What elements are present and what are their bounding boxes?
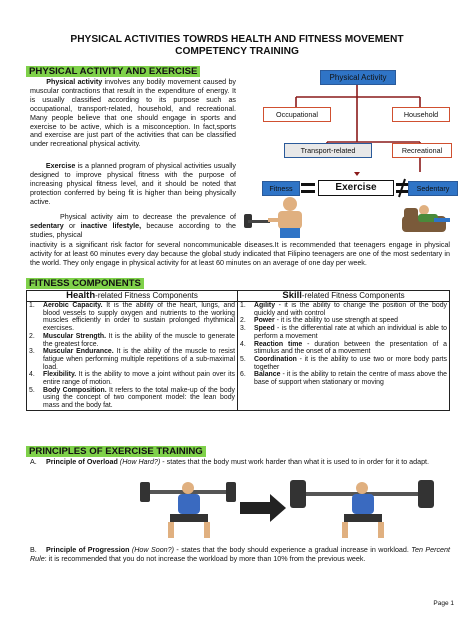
item-number: 1. (240, 302, 246, 309)
text-exercise: is a planned program of physical activities usually designed to improve physical fitness with the purpose of increasing physical fitness level, and it should be noted that protection conferred by being fit is higher than being physically active. (30, 162, 236, 206)
list-item (29, 371, 235, 386)
item-desc: It is the ability to move a joint without pain over its entire range of motion. (43, 371, 235, 387)
text-aim-c: because according to the studies, physical (30, 221, 236, 239)
section-heading-principles: PRINCIPLES OF EXERCISE TRAINING (26, 446, 206, 457)
principle-letter-a: A. (30, 458, 37, 466)
item-text (254, 341, 447, 356)
box-recreational: Recreational (392, 143, 452, 158)
item-text (43, 371, 235, 386)
item-desc: - it is the ability to use two or more body parts together (254, 355, 447, 371)
list-item (240, 302, 447, 317)
item-text (43, 348, 235, 371)
progression-question: (How Soon?) (129, 546, 174, 554)
box-exercise: Exercise (318, 180, 394, 196)
title-line-2: COMPETENCY TRAINING (175, 46, 299, 57)
page-number: Page 1 (433, 600, 454, 607)
box-occupational: Occupational (263, 107, 331, 122)
item-term: Muscular Endurance. (43, 348, 114, 356)
equals-sign-bottom (301, 190, 315, 193)
item-desc: - it is the ability to use strength at speed (274, 317, 399, 325)
list-item (29, 387, 235, 410)
list-item (240, 317, 447, 325)
item-number: 4. (29, 371, 35, 379)
paragraph-inactivity: inactivity is a significant risk factor for several noncommunicable diseases.It is recommended that teenagers engage in physical activity for at least 60 minutes every day because the global study indicated that Filipino teenagers are one of the most sedentary in the world. They only engage in physical activity for at least 60 minutes on an average of one day per week. (30, 241, 450, 267)
item-number: 3. (240, 325, 246, 333)
box-sedentary: Sedentary (408, 181, 458, 196)
fitness-components-table (26, 290, 450, 411)
item-desc: - it is the ability to change the position of the body quickly and with control (254, 302, 447, 317)
health-header-rest: -related Fitness Components (95, 291, 198, 301)
principle-overload (30, 458, 450, 467)
text-aim-a: Physical activity aim to decrease the prevalence of (59, 213, 236, 221)
box-fitness: Fitness (262, 181, 300, 196)
item-text (254, 325, 447, 340)
item-text (43, 387, 235, 410)
principle-progression (30, 546, 450, 564)
item-number: 1. (29, 302, 35, 309)
term-exercise: Exercise (45, 162, 76, 170)
item-desc: It refers to the total make-up of the body using the concept of two component model: the lean body mass and the body fat. (43, 386, 235, 410)
term-inactive-lifestyle: inactive lifestyle, (80, 221, 142, 230)
progression-text-2: : it is recommended that you do not increase the workload by more than 10% from the previous week. (44, 554, 366, 563)
skill-column-header (238, 291, 450, 302)
list-item (240, 371, 447, 386)
item-number: 2. (29, 332, 35, 340)
text-physical-activity: involves any bodily movement caused by muscular contractions that result in the expenditure of energy. It is usually classified according to its purpose such as occupational, transport-related, household, and recreational. Many people believe that one should engage in sports and exercise to be active, which is a misconception. In fact,sports and exercise are just part of the activities that can be classified under recreational physical activity. (30, 78, 236, 149)
list-item (240, 325, 447, 340)
list-item (29, 348, 235, 371)
equals-sign-top (301, 183, 315, 186)
skill-components-cell (238, 302, 450, 411)
list-item (29, 333, 235, 348)
item-number: 2. (240, 317, 246, 325)
item-text (254, 302, 447, 317)
item-text (254, 356, 447, 371)
item-desc: - it is the ability to retain the centre of mass above the base of support when stationary or moving (254, 371, 447, 387)
box-physical-activity: Physical Activity (320, 70, 396, 85)
item-term: Agility (254, 302, 276, 309)
item-term: Aerobic Capacity. (43, 302, 103, 309)
term-physical-activity: Physical activity (46, 78, 103, 86)
item-text (43, 333, 235, 348)
section-heading-fitness-components: FITNESS COMPONENTS (26, 278, 144, 289)
term-overload: Principle of Overload (46, 458, 118, 466)
item-desc: It is the ability of the muscle to resist fatigue when performing multiple repetitions of a sub-maximal load. (43, 348, 235, 371)
item-desc: - is the differential rate at which an individual is able to perform a movement (254, 325, 447, 340)
item-desc: - duration between the presentation of a stimulus and the onset of a movement (254, 340, 448, 356)
item-term: Flexibility. (43, 371, 77, 379)
item-number: 3. (29, 348, 35, 356)
progression-text: - states that the body should experience a gradual increase in workload. (174, 546, 412, 554)
item-desc: It is the ability of the heart, lungs, and blood vessels to supply oxygen and nutrients to the working muscles efficiently in order to sustain prolonged rhythmical exercises. (43, 302, 236, 333)
item-term: Reaction time (254, 340, 303, 348)
ten-percent-rule: Ten Percent Rule (30, 546, 450, 563)
overload-question: (How Hard?) (117, 458, 161, 466)
health-components-cell (27, 302, 238, 411)
list-item (240, 356, 447, 371)
item-text (254, 371, 447, 386)
term-sedentary: sedentary (30, 221, 64, 230)
health-column-header (27, 291, 238, 302)
section-heading-physical-activity: PHYSICAL ACTIVITY AND EXERCISE (26, 66, 200, 77)
box-household: Household (392, 107, 450, 122)
item-desc: It is the ability of the muscle to generate the greatest force. (43, 332, 235, 348)
list-item (29, 302, 235, 333)
health-header-word: Health (66, 290, 96, 302)
sedentary-illustration (398, 194, 458, 240)
squat-illustration (140, 480, 436, 542)
skill-header-rest: -related Fitness Components (301, 291, 405, 301)
item-term: Coordination (254, 355, 297, 363)
item-number: 4. (240, 340, 246, 348)
title-line-1: PHYSICAL ACTIVITIES TOWRDS HEALTH AND FITNESS MOVEMENT (70, 34, 404, 45)
list-item (240, 341, 447, 356)
item-text (254, 317, 447, 325)
item-term: Speed (254, 325, 275, 333)
item-term: Balance (254, 371, 281, 379)
overload-text: - states that the body must work harder than what it is used to in order for it to adapt. (160, 458, 430, 466)
weightlifter-illustration (238, 194, 330, 242)
principle-letter-b: B. (30, 546, 37, 554)
item-number: 6. (240, 371, 246, 379)
item-number: 5. (240, 355, 246, 363)
skill-header-word: Skill (282, 290, 302, 302)
item-term: Muscular Strength. (43, 332, 107, 340)
text-or: or (63, 221, 81, 230)
item-number: 5. (29, 386, 35, 394)
item-text (43, 302, 235, 333)
term-progression: Principle of Progression (46, 546, 130, 554)
box-transport-related: Transport-related (284, 143, 372, 158)
item-term: Body Composition. (43, 386, 107, 394)
item-term: Power (254, 317, 275, 325)
